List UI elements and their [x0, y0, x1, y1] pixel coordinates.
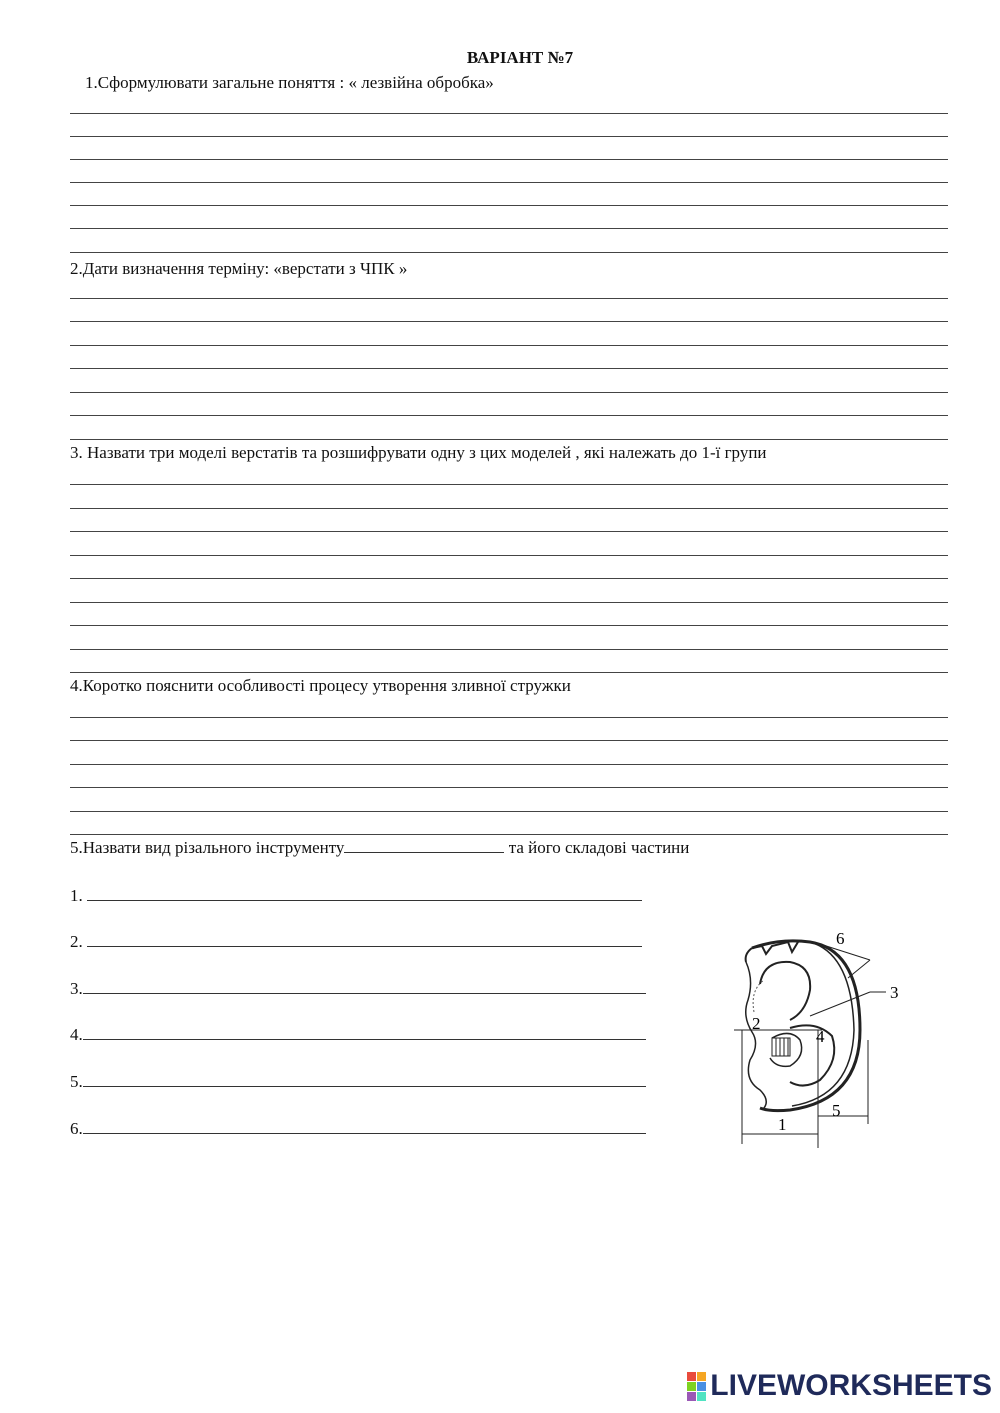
question-1: 1.Сформулювати загальне поняття : « лезвійна обробка» [85, 73, 494, 92]
answer-line[interactable] [70, 345, 948, 346]
part-answer-4[interactable] [83, 1023, 646, 1040]
logo-block [687, 1382, 696, 1391]
answer-line[interactable] [70, 298, 948, 299]
answer-line[interactable] [70, 834, 948, 835]
logo-block [697, 1382, 706, 1391]
answer-line[interactable] [70, 205, 948, 206]
logo-block [687, 1372, 696, 1381]
answer-line[interactable] [70, 787, 948, 788]
logo-block [697, 1372, 706, 1381]
answer-line[interactable] [70, 392, 948, 393]
answer-line[interactable] [70, 602, 948, 603]
part-item: 5. [70, 1070, 646, 1092]
answer-line[interactable] [70, 811, 948, 812]
answer-line[interactable] [70, 484, 948, 485]
question-5 [70, 838, 689, 858]
part-answer-1[interactable] [87, 884, 642, 901]
answer-line[interactable] [70, 508, 948, 509]
answer-line[interactable] [70, 717, 948, 718]
answer-line[interactable] [70, 578, 948, 579]
diagram-label-1: 1 [778, 1115, 787, 1134]
answer-line[interactable] [70, 368, 948, 369]
diagram-label-4: 4 [816, 1027, 825, 1046]
lower-flute [790, 1025, 834, 1085]
logo-icon [687, 1372, 706, 1401]
answer-line[interactable] [70, 649, 948, 650]
logo-block [697, 1392, 706, 1401]
part-item: 6. [70, 1117, 646, 1139]
answer-line[interactable] [70, 136, 948, 137]
question-4: 4.Коротко пояснити особливості процесу утворення зливної стружки [70, 676, 571, 695]
answer-line[interactable] [70, 159, 948, 160]
answer-line[interactable] [70, 625, 948, 626]
answer-line[interactable] [70, 555, 948, 556]
question-3: 3. Назвати три моделі верстатів та розшифрувати одну з цих моделей , які належать до 1-ї групи [70, 443, 767, 462]
answer-line[interactable] [70, 182, 948, 183]
page-title: ВАРІАНТ №7 [466, 48, 574, 67]
part-answer-2[interactable] [87, 930, 642, 947]
part-answer-6[interactable] [83, 1117, 646, 1134]
question-5-text-after: та його складові частини [504, 838, 690, 857]
answer-line[interactable] [70, 740, 948, 741]
question-2: 2.Дати визначення терміну: «верстати з ЧПК » [70, 259, 408, 278]
answer-line[interactable] [70, 113, 948, 114]
logo-text: LIVEWORKSHEETS [710, 1369, 992, 1402]
logo-block [687, 1392, 696, 1401]
answer-line[interactable] [70, 764, 948, 765]
part-item: 1. [70, 884, 642, 906]
part-answer-3[interactable] [83, 977, 646, 994]
answer-line[interactable] [70, 252, 948, 253]
part-item: 3. [70, 977, 646, 999]
part-answer-5[interactable] [83, 1070, 646, 1087]
upper-flute [760, 962, 810, 1020]
tool-type-blank[interactable] [344, 838, 504, 853]
cutting-tool-diagram [720, 920, 920, 1160]
diagram-label-6: 6 [836, 929, 845, 948]
answer-line[interactable] [70, 415, 948, 416]
answer-line[interactable] [70, 672, 948, 673]
part-item: 4. [70, 1023, 646, 1045]
liveworksheets-logo [687, 1369, 992, 1403]
answer-line[interactable] [70, 439, 948, 440]
answer-line[interactable] [70, 228, 948, 229]
diagram-label-3: 3 [890, 983, 899, 1002]
diagram-label-5: 5 [832, 1101, 841, 1120]
part-item: 2. [70, 930, 642, 952]
answer-line[interactable] [70, 531, 948, 532]
answer-line[interactable] [70, 321, 948, 322]
diagram-label-2: 2 [752, 1014, 761, 1033]
question-5-text: 5.Назвати вид різального інструменту [70, 838, 345, 857]
